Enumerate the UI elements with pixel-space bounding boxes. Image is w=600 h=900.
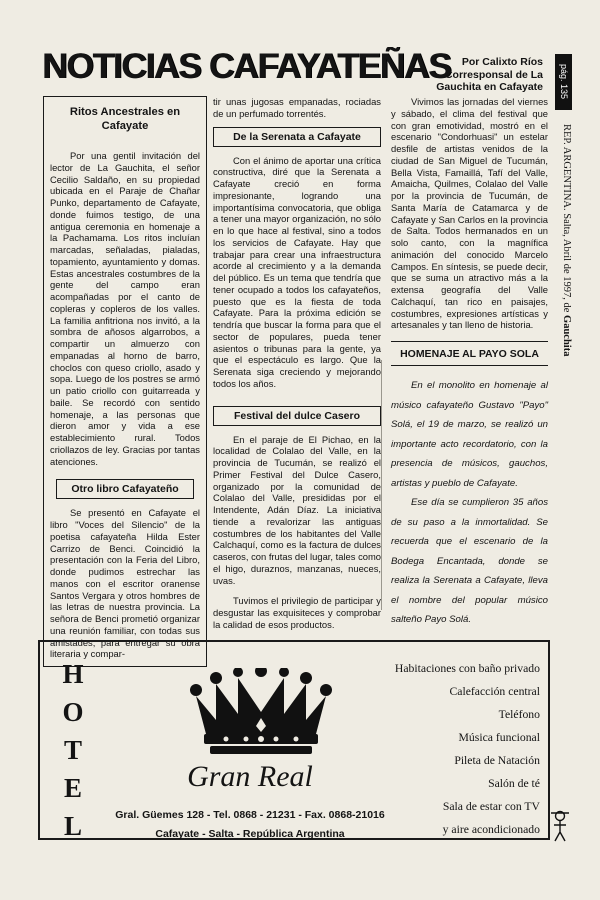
- paragraph: Tuvimos el privilegio de participar y desgustar las exquisiteces y comprobar la calidad de esos productos.: [213, 595, 381, 630]
- paragraph: Con el ánimo de aportar una crítica constructiva, diré que la Serenata a Cafayate creció en forma impresionante, logrando una importantísima convocatoria, que obliga a tener una mayor organización, no sólo en lo que hace al festival, sino a todos los servicios de Cafayate. Hay que trabajar para crear una infraestructura acorde al crecimiento y a la demanda del público. Es un tema que tendría que tener ocupado a todos los cafayateños, puesto que es la fiesta de toda Cafayate. Para la próxima edición se tendría que buscar la forma para que el sector de populares, pueda tener asientos o tribunas para la gente, ya que el espectáculo es largo. Que la Serenata siga creciendo y mejorando todos los años.: [213, 154, 381, 389]
- hotel-name: Gran Real: [187, 760, 313, 793]
- paragraph: Ese día se cumplieron 35 años de su paso a la inmortalidad. Se recuerda que el escenario de la Bodega Encantada, donde se realiza la Serenata a Cafayate, lleva el nombre del popular músico salteño Payo Solá.: [391, 497, 548, 625]
- amenities-list: [378, 657, 540, 841]
- paragraph: Vivimos las jornadas del viernes y sábado, el clima del festival que con gran emotividad, mostró en el escenario "Condorhuasi" un estelar desfile de artistas venidos de la ciudad de San Miguel de Tucumán, Bella Vista, Famaillá, Tafí del Valle, Amaicha, Quilmes, Colalao del Valle por la provincia de Tucumán, de Santa María de Catamarca y de Cafayate y San Carlos en la provincia de Salta. Todos hermanados en un solo canto, con la magnífica animación del conocido Marcelo Campos. En síntesis, se puede decir, que se suma un atractivo más a la extensa geografía del Valle Calchaquí, tan rico en paisajes, costumbres, expresiones artísticas y artesanales y tan lleno de historia.: [391, 96, 548, 331]
- amenity-item: Salón de té: [488, 777, 540, 790]
- article-box-ritos: [43, 96, 207, 667]
- hotel-letter: O: [62, 697, 84, 727]
- heading-ritos: Ritos Ancestrales en Cafayate: [69, 106, 181, 132]
- article-payo-body: [391, 376, 548, 630]
- column-2: [213, 96, 381, 631]
- subheading-box: [56, 479, 194, 499]
- hotel-letter: E: [63, 773, 82, 803]
- hotel-address-line: Gral. Güemes 128 - Tel. 0868 - 21231 - Fax. 0868-21016: [115, 809, 385, 821]
- heading-otro-libro: Otro libro Cafayateño: [71, 483, 179, 496]
- paragraph: Por una gentil invitación del lector de La Gauchita, el señor Cecilio Saldaño, en su propiedad ubicada en el Paraje de Chañar Punko, departamento de Cafayate, donde fuimos testigo, de una antigua ceremonia en homenaje a la Pachamama. Los ritos incluían marcadas, señaladas, pialadas, topamiento, ayuntamiento y domas. Estas ancestrales costumbres de la gente del campo eran acompañadas por el canto de copleras y copleros de los valles. La familia anfitriona nos invitó, a la sombra de añosos algarrobos, a compartir un almuerzo con empanadas al horno de barro, choclos con queso criollo, asado y sopa. Luego de los postres se armó un patio criollo con guitarreada y baile. Se recordó con sentido homenaje, a las personas que dieron amor y vida a ese establecimiento rural. Todos criollazos de ley. Gracias por tantas atenciones.: [50, 150, 200, 467]
- hotel-letter: L: [63, 811, 82, 841]
- amenity-item: Habitaciones con baño privado: [394, 662, 540, 675]
- hotel-letter: H: [62, 659, 84, 689]
- amenity-item: Teléfono: [498, 708, 540, 721]
- gaucho-mascot-icon: [547, 808, 573, 844]
- paragraph: Se presentó en Cafayate el libro "Voces del Silencio" de la poetisa cafayateña Hilda Ester Carrizo de Benci. Coincidió la presentación con la Feria del Libro, donde pudimos estrechar las manos con el escritor oranense Santos Vergara y otros hombres de las letras de nuestra provincia. La señora de Benci prometió organizar una reunión familiar, con todas sus amistades, para entregar su obra literaria y compar-: [50, 507, 200, 660]
- byline: [415, 56, 543, 94]
- article-festival-body: [391, 96, 548, 331]
- amenity-item: Música funcional: [458, 731, 540, 744]
- paragraph: En el monolito en homenaje al músico cafayateño Gustavo "Payo" Solá, el 19 de marzo, se realizó un importante acto recordatorio, con la presencia de músicos, gauchos, artistas y pueblo de Cafayate.: [391, 380, 548, 489]
- crown-icon: [186, 668, 336, 760]
- brand-name: Gauchita: [561, 315, 572, 357]
- subheading-box: [391, 341, 548, 366]
- amenity-item: y aire acondicionado: [442, 823, 540, 836]
- hotel-contact: [100, 808, 400, 842]
- continued-text: [213, 96, 381, 120]
- hotel-vertical-word: [58, 655, 88, 845]
- article-ritos-body: [50, 150, 200, 467]
- edition-text: REP. ARGENTINA. Salta, Abril de 1997, de: [561, 124, 572, 316]
- edition-sidebar: [556, 124, 572, 357]
- heading-serenata: De la Serenata a Cafayate: [233, 130, 361, 143]
- article-libro-body: [50, 507, 200, 660]
- masthead-title: NOTICIAS CAFAYATEÑAS: [42, 47, 451, 86]
- amenity-item: Pileta de Natación: [454, 754, 540, 767]
- hotel-city-line: Cafayate - Salta - República Argentina: [155, 828, 345, 840]
- byline-role: Corresponsal de La: [444, 68, 543, 81]
- hotel-letter: T: [63, 735, 82, 765]
- subheading-box: [213, 406, 381, 426]
- amenity-item: Calefacción central: [449, 685, 540, 698]
- article-dulce-body: [213, 434, 381, 631]
- paragraph: En el paraje de El Pichao, en la localidad de Colalao del Valle, en la provincia de Tucumán, se realizó el Primer Festival del Dulce Casero, organizado por la comunidad de Colalao del Valle, presididas por el Intendente, Adán Díaz. La iniciativa tiende a revalorizar las antiguas costumbres de los habitantes del Valle Calchaquí, como es la factura de dulces caseros, con frutas del lugar, tales como el higo, duraznos, manzanas, nueces, uvas.: [213, 433, 381, 586]
- byline-outlet: Gauchita en Cafayate: [436, 81, 543, 93]
- byline-author: Por Calixto Ríos: [461, 56, 543, 68]
- article-serenata-body: [213, 155, 381, 390]
- column-divider: [381, 360, 382, 610]
- column-1: [43, 96, 207, 667]
- paragraph: tir unas jugosas empanadas, rociadas de un perfumado torrentés.: [213, 96, 381, 119]
- page-number-tab: pág. 135: [555, 54, 572, 110]
- subheading-box: [213, 127, 381, 147]
- heading-dulce: Festival del dulce Casero: [233, 409, 361, 422]
- amenity-item: Sala de estar con TV: [442, 800, 540, 813]
- column-3: [391, 96, 548, 630]
- heading-payo-sola: HOMENAJE AL PAYO SOLA: [400, 348, 539, 360]
